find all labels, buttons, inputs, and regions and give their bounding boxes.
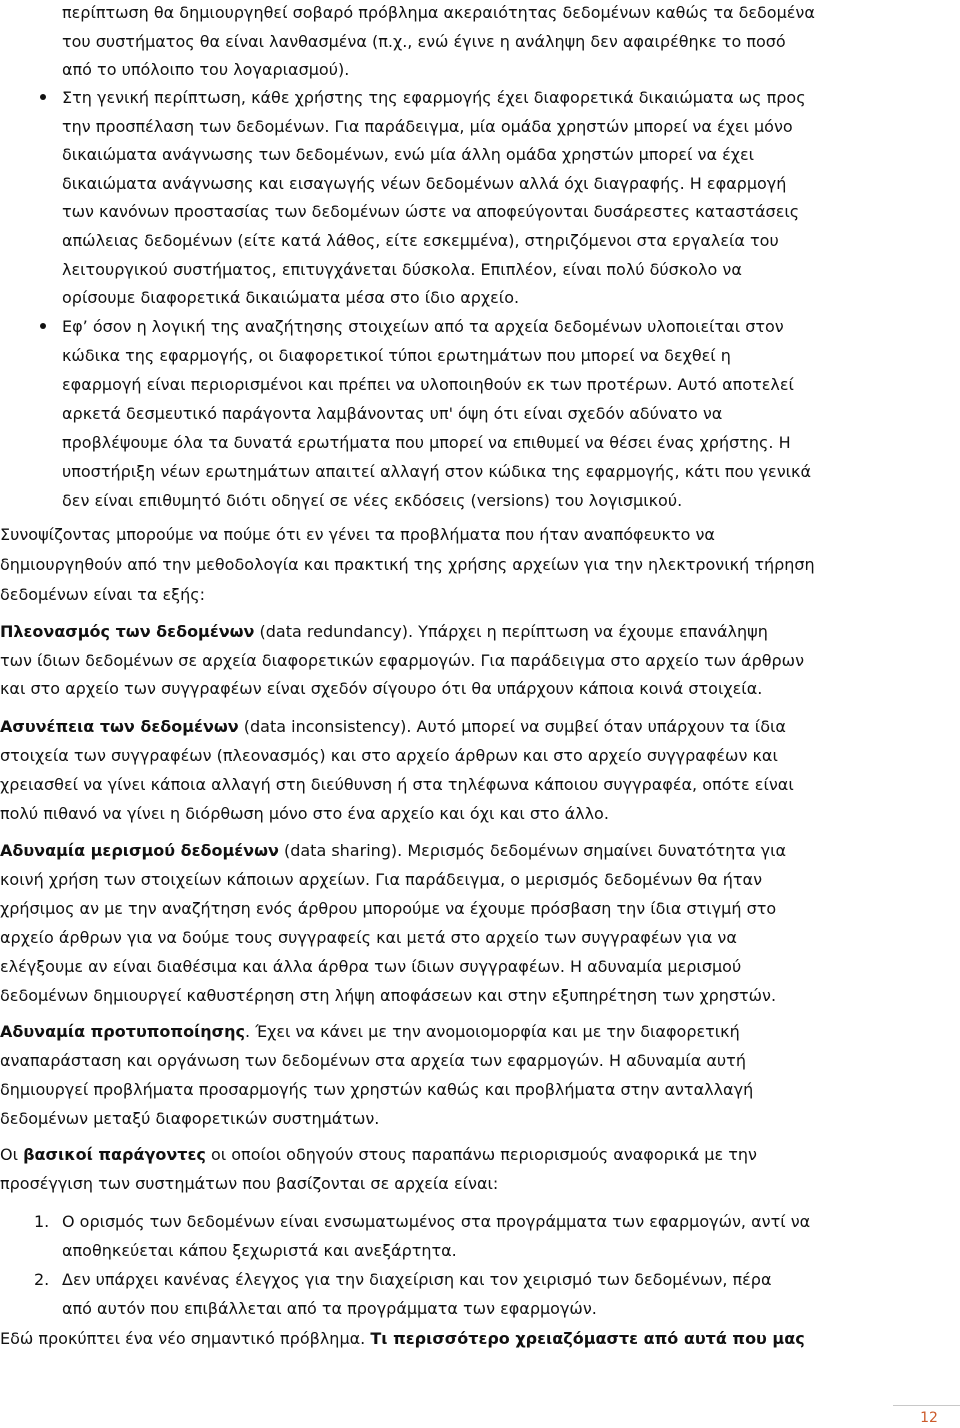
text-line: [0, 618, 955, 647]
list-number: 2.: [34, 1270, 50, 1289]
text-line: Στη γενική περίπτωση, κάθε χρήστης της εφαρμογής έχει διαφορετικά δικαιώματα ως προς: [62, 88, 806, 107]
text-line: δεν είναι επιθυμητό διότι οδηγεί σε νέες εκδόσεις (versions) του λογισμικού.: [62, 491, 683, 510]
bullet-continuation: [62, 0, 955, 85]
bold-text: Τι περισσότερο χρειαζόμαστε από αυτά που μας: [370, 1329, 805, 1348]
text-run: Εδώ προκύπτει ένα νέο σημαντικό πρόβλημα.: [0, 1329, 371, 1348]
text-line: στοιχεία των συγγραφέων (πλεονασμός) και στο αρχείο άρθρων και στο αρχείο συγγραφέων και: [0, 746, 778, 765]
text-run: (data sharing). Μερισμός δεδομένων σημαίνει δυνατότητα για: [278, 841, 787, 860]
text-line: εφαρμογή είναι περιορισμένοι και πρέπει να υλοποιηθούν εκ των προτέρων. Αυτό αποτελεί: [62, 375, 794, 394]
text-line: την προσπέλαση των δεδομένων. Για παράδειγμα, μία ομάδα χρηστών μπορεί να έχει μόνο: [62, 116, 793, 136]
text-line: αρχείο άρθρων για να δούμε τους συγγραφείς και μετά στο αρχείο των συγγραφέων για να: [0, 928, 737, 947]
summary-paragraph: [0, 520, 955, 610]
text-run: (data redundancy). Υπάρχει η περίπτωση να έχουμε επανάληψη: [254, 622, 768, 641]
bold-term: Ασυνέπεια των δεδομένων: [0, 717, 239, 736]
text-line: από το υπόλοιπο του λογαριασμού).: [62, 60, 350, 80]
text-line: Ο ορισμός των δεδομένων είναι ενσωματωμένος στα προγράμματα των εφαρμογών, αντί να: [62, 1212, 811, 1231]
text-line: αποθηκεύεται κάπου ξεχωριστά και ανεξάρτητα.: [62, 1241, 457, 1260]
text-line: κώδικα της εφαρμογής, οι διαφορετικοί τύποι ερωτημάτων που μπορεί να δεχθεί η: [62, 346, 731, 365]
text-line: από αυτόν που επιβάλλεται από τα προγράμματα των εφαρμογών.: [62, 1299, 597, 1318]
numbered-list-item: [34, 1265, 955, 1323]
text-line: ορίσουμε διαφορετικά δικαιώματα μέσα στο ίδιο αρχείο.: [62, 288, 520, 308]
text-line: των ίδιων δεδομένων σε αρχεία διαφορετικών εφαρμογών. Για παράδειγμα στο αρχείο των άρθρων: [0, 650, 805, 670]
bullet-icon: [40, 94, 46, 100]
bold-term: Πλεονασμός των δεδομένων: [0, 622, 255, 641]
page-number: 12: [920, 1410, 938, 1426]
list-number: 1.: [34, 1212, 50, 1231]
text-line: απώλειας δεδομένων (είτε κατά λάθος, είτε εσκεμμένα), στηριζόμενοι στα εργαλεία του: [62, 230, 779, 250]
factors-paragraph: [0, 1140, 955, 1198]
problem-paragraph: [0, 712, 955, 828]
text-run: Οι: [0, 1145, 24, 1164]
text-line: προβλέψουμε όλα τα δυνατά ερωτήματα που μπορεί να επιθυμεί να θέσει ένας χρήστης. Η: [62, 433, 791, 452]
bullet-icon: [40, 323, 46, 329]
text-line: προσέγγιση των συστημάτων που βασίζονται σε αρχεία είναι:: [0, 1174, 499, 1193]
text-line: [0, 1324, 955, 1353]
text-line: αρκετά δεσμευτικό παράγοντα λαμβάνοντας υπ' όψη ότι είναι σχεδόν αδύνατο να: [62, 404, 723, 423]
text-line: δημιουργεί προβλήματα προσαρμογής των χρηστών καθώς και προβλήματα στην ανταλλαγή: [0, 1080, 754, 1099]
footer-divider: [893, 1405, 960, 1406]
text-line: κοινή χρήση των στοιχείων κάποιων αρχείων. Για παράδειγμα, ο μερισμός δεδομένων θα ήταν: [0, 870, 763, 889]
bold-term: Αδυναμία μερισμού δεδομένων: [0, 841, 279, 860]
text-line: δικαιώματα ανάγνωσης και εισαγωγής νέων δεδομένων αλλά όχι διαγραφής. Η εφαρμογή: [62, 173, 787, 193]
bullet-item: [62, 84, 955, 313]
text-line: [0, 712, 955, 741]
text-line: δεδομένων μεταξύ διαφορετικών συστημάτων.: [0, 1109, 380, 1128]
text-run: οι οποίοι οδηγούν στους παραπάνω περιορισμούς αναφορικά με την: [205, 1145, 757, 1164]
text-line: αναπαράσταση και οργάνωση των δεδομένων στα αρχεία των εφαρμογών. Η αδυναμία αυτή: [0, 1051, 746, 1070]
text-line: Δεν υπάρχει κανένας έλεγχος για την διαχείριση και τον χειρισμό των δεδομένων, πέρα: [62, 1270, 772, 1289]
text-line: υποστήριξη νέων ερωτημάτων απαιτεί αλλαγή στον κώδικα της εφαρμογής, κάτι που γενικά: [62, 462, 812, 481]
problem-paragraph: [0, 836, 955, 1010]
text-line: των κανόνων προστασίας των δεδομένων ώστε να αποφεύγονται δυσάρεστες καταστάσεις: [62, 202, 800, 222]
bullet-item: [62, 312, 955, 515]
text-line: Συνοψίζοντας μπορούμε να πούμε ότι εν γένει τα προβλήματα που ήταν αναπόφευκτο να: [0, 525, 715, 544]
text-line: Εφ’ όσον η λογική της αναζήτησης στοιχείων από τα αρχεία δεδομένων υλοποιείται στον: [62, 317, 784, 336]
text-line: πολύ πιθανό να γίνει η διόρθωση μόνο στο ένα αρχείο και όχι και στο άλλο.: [0, 804, 609, 823]
text-line: δικαιώματα ανάγνωσης των δεδομένων, ενώ μία άλλη ομάδα χρηστών μπορεί να έχει: [62, 145, 755, 165]
numbered-list-item: [34, 1207, 955, 1265]
bold-term: Αδυναμία προτυποποίησης: [0, 1022, 246, 1041]
bold-term: βασικοί παράγοντες: [23, 1145, 206, 1164]
text-line: ελέγξουμε αν είναι διαθέσιμα και άλλα άρθρα των ίδιων συγγραφέων. Η αδυναμία μερισμού: [0, 957, 742, 976]
closing-paragraph: [0, 1324, 955, 1353]
text-run: (data inconsistency). Αυτό μπορεί να συμβεί όταν υπάρχουν τα ίδια: [238, 717, 786, 736]
text-line: και στο αρχείο των συγγραφέων είναι σχεδόν σίγουρο ότι θα υπάρχουν κάποια κοινά στοιχεία.: [0, 679, 763, 699]
problem-paragraph: [0, 1017, 955, 1133]
text-line: [0, 1017, 955, 1046]
text-line: [0, 1140, 955, 1169]
text-line: χρήσιμος αν με την αναζήτηση ενός άρθρου μπορούμε να έχουμε πρόσβαση την ίδια στιγμή στο: [0, 899, 777, 918]
text-line: δεδομένων δημιουργεί καθυστέρηση στη λήψη αποφάσεων και στην εξυπηρέτηση των χρηστών.: [0, 986, 777, 1005]
text-line: δημιουργηθούν από την μεθοδολογία και πρακτική της χρήσης αρχείων για την ηλεκτρονική τήρηση: [0, 555, 815, 574]
text-line: λειτουργικού συστήματος, επιτυγχάνεται δύσκολα. Επιπλέον, είναι πολύ δύσκολο να: [62, 259, 742, 279]
text-line: περίπτωση θα δημιουργηθεί σοβαρό πρόβλημα ακεραιότητας δεδομένων καθώς τα δεδομένα: [62, 3, 815, 22]
text-line: χρειασθεί να γίνει κάποια αλλαγή στη διεύθυνση ή στα τηλέφωνα κάποιου συγγραφέα, οπότε είναι: [0, 775, 794, 794]
text-line: [0, 836, 955, 865]
text-run: . Έχει να κάνει με την ανομοιομορφία και με την διαφορετική: [245, 1022, 740, 1041]
text-line: του συστήματος θα είναι λανθασμένα (π.χ., ενώ έγινε η ανάληψη δεν αφαιρέθηκε το ποσό: [62, 31, 786, 51]
text-line: δεδομένων είναι τα εξής:: [0, 585, 206, 604]
problem-paragraph: [0, 618, 955, 704]
